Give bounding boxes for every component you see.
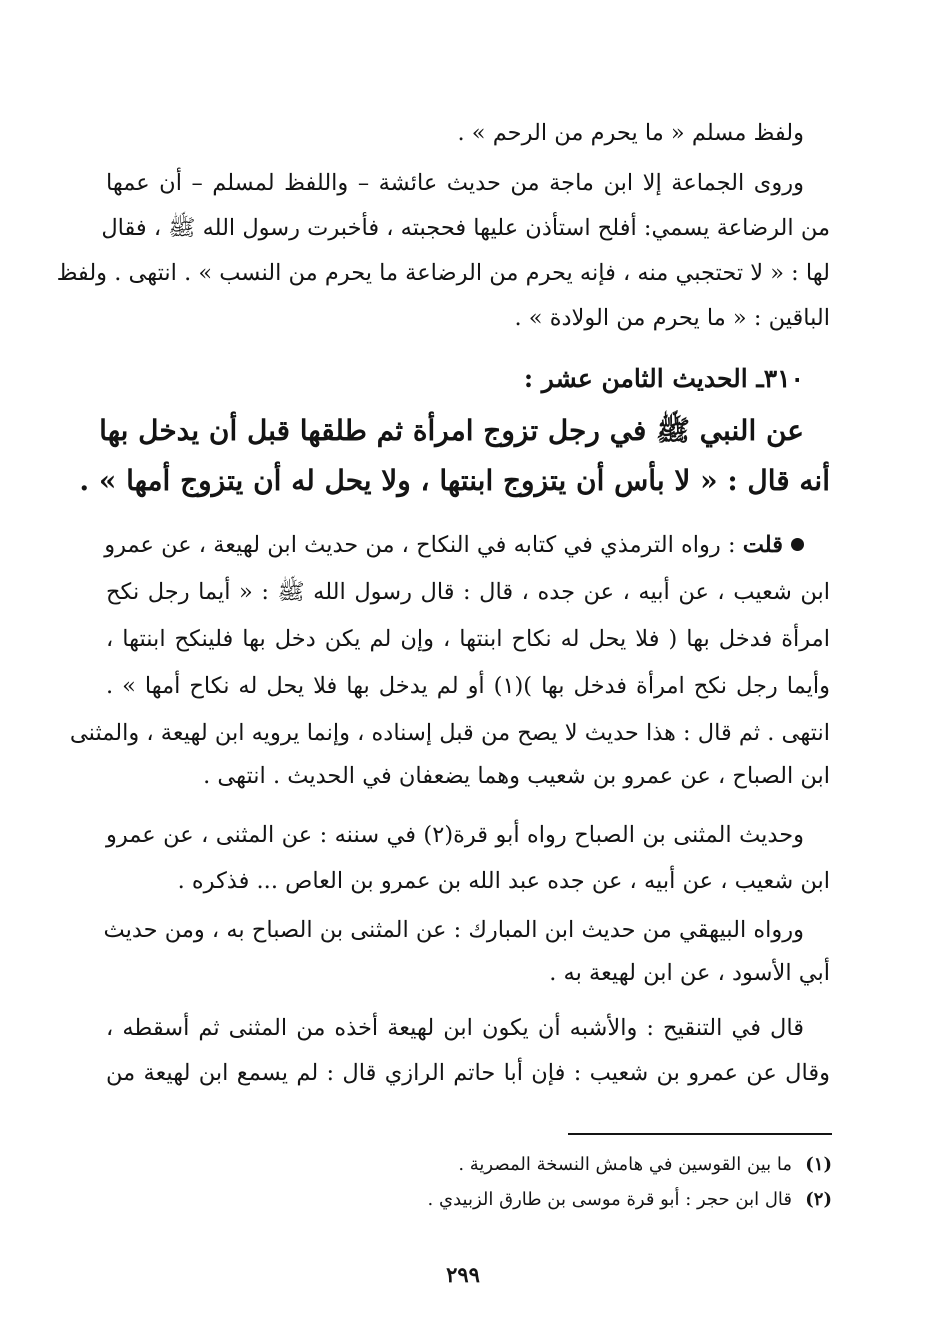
footnote bbox=[120, 1152, 832, 1178]
bullet-icon bbox=[791, 538, 804, 551]
text-line: ابن شعيب ، عن أبيه ، عن جده عبد الله بن عمرو بن العاص ... فذكره . bbox=[177, 868, 830, 894]
footnote-text: قال ابن حجر : أبو قرة موسى بن طارق الزبيدي . bbox=[427, 1189, 792, 1210]
footnote bbox=[120, 1187, 832, 1213]
text-line: ابن الصباح ، عن عمرو بن شعيب وهما يضعفان في الحديث . انتهى . bbox=[203, 763, 830, 789]
text-line: الباقين : « ما يحرم من الولادة » . bbox=[514, 305, 830, 331]
page-number: ٢٩٩ bbox=[446, 1262, 480, 1287]
footnote-number: (٢) bbox=[805, 1189, 832, 1210]
text-line: من الرضاعة يسمي: أفلح استأذن عليها فحجبته ، فأخبرت رسول الله ﷺ ، فقال bbox=[101, 215, 830, 241]
text-line bbox=[106, 530, 804, 560]
hadith-text-line: عن النبي ﷺ في رجل تزوج امرأة ثم طلقها قبل أن يدخل بها bbox=[99, 414, 804, 447]
text-line: وأيما رجل نكح امرأة فدخل بها )(١) أو لم يدخل بها فلا يحل له نكاح أمها » . bbox=[106, 673, 830, 699]
footnote-number: (١) bbox=[805, 1154, 832, 1175]
text-line: ولفظ مسلم « ما يحرم من الرحم » . bbox=[457, 120, 804, 146]
hadith-text-line: أنه قال : « لا بأس أن يتزوج ابنتها ، ولا يحل له أن يتزوج أمها » . bbox=[79, 464, 830, 497]
text-line: وقال عن عمرو بن شعيب : فإن أبا حاتم الرازي قال : لم يسمع ابن لهيعة من bbox=[106, 1060, 830, 1086]
footnote-text: ما بين القوسين في هامش النسخة المصرية . bbox=[458, 1154, 792, 1175]
qultu-label: قلت bbox=[742, 532, 783, 558]
text-span: : رواه الترمذي في كتابه في النكاح ، من حديث ابن لهيعة ، عن عمرو bbox=[104, 532, 736, 558]
text-line: لها : « لا تحتجبي منه ، فإنه يحرم من الرضاعة ما يحرم من النسب » . انتهى . ولفظ bbox=[56, 260, 830, 286]
text-line: ابن شعيب ، عن أبيه ، عن جده ، قال : قال رسول الله ﷺ : « أيما رجل نكح bbox=[106, 579, 830, 605]
text-line: امرأة فدخل بها ( فلا يحل له نكاح ابنتها ، وإن لم يكن دخل بها فلينكح ابنتها ، bbox=[106, 626, 830, 652]
text-line: ورواه البيهقي من حديث ابن المبارك : عن المثنى بن الصباح به ، ومن حديث bbox=[103, 917, 804, 943]
footnote-divider bbox=[568, 1133, 832, 1135]
hadith-heading: ٣١٠ـ الحديث الثامن عشر : bbox=[523, 364, 804, 393]
text-line: وروى الجماعة إلا ابن ماجة من حديث عائشة – واللفظ لمسلم – أن عمها bbox=[106, 170, 804, 196]
text-line: انتهى . ثم قال : هذا حديث لا يصح من قبل إسناده ، وإنما يرويه ابن لهيعة ، والمثنى bbox=[69, 720, 830, 746]
text-line: قال في التنقيح : والأشبه أن يكون ابن لهيعة أخذه من المثنى ثم أسقطه ، bbox=[106, 1015, 804, 1041]
text-line: أبي الأسود ، عن ابن لهيعة به . bbox=[549, 960, 830, 986]
text-line: وحديث المثنى بن الصباح رواه أبو قرة(٢) في سننه : عن المثنى ، عن عمرو bbox=[106, 822, 805, 848]
